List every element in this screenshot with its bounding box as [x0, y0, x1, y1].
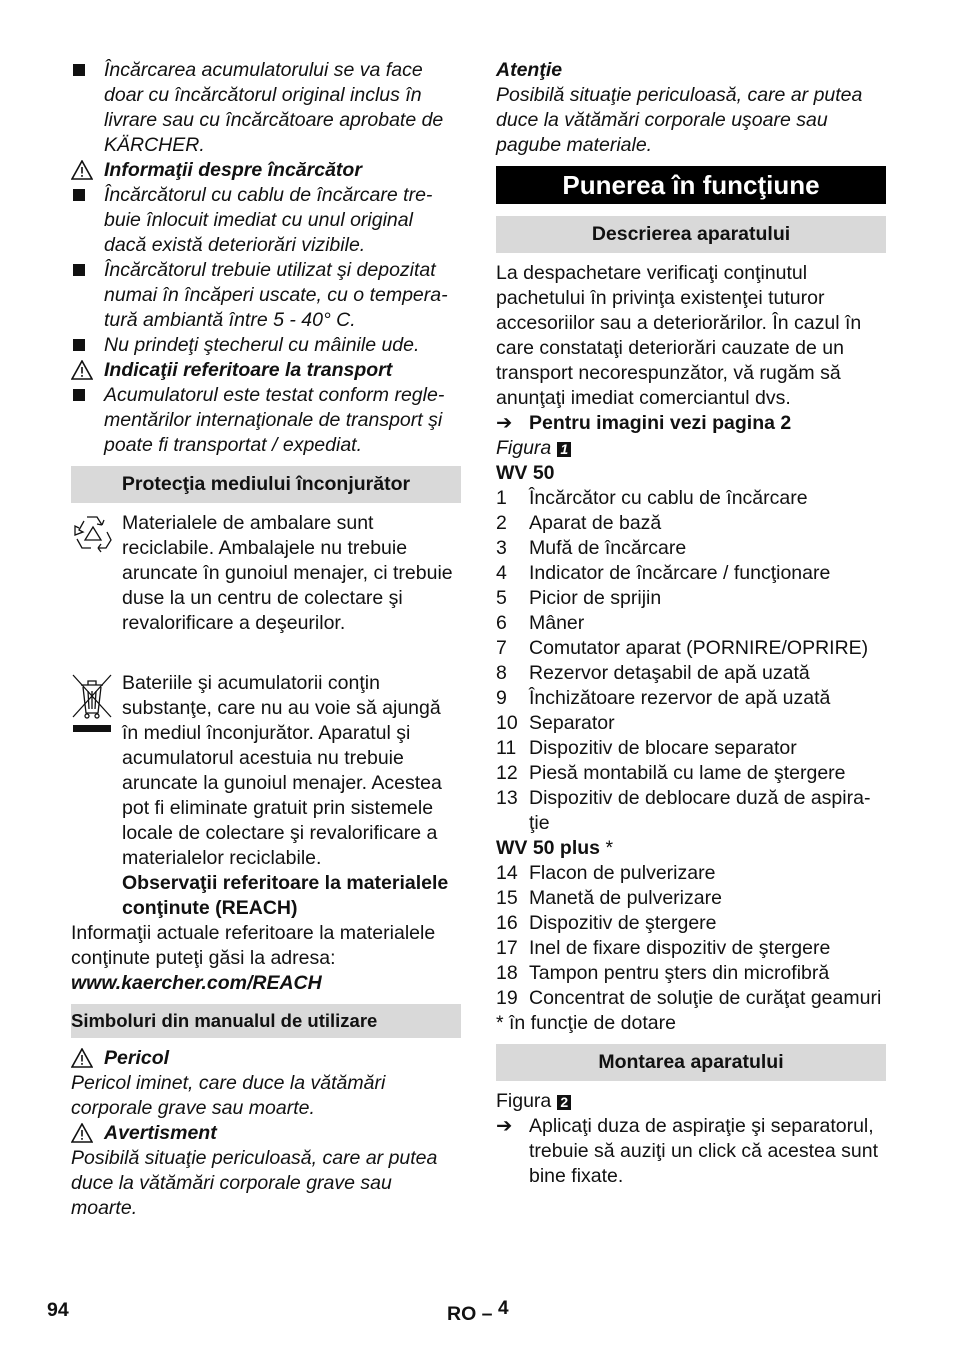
- bullet-square-icon: [73, 389, 85, 401]
- item-label: Concentrat de soluţie de curăţat geamuri: [529, 987, 882, 1009]
- list-item: Nu prindeţi ştecherul cu mâinile ude.: [71, 333, 461, 358]
- list-item: [496, 686, 886, 711]
- item-number: 7: [496, 637, 507, 659]
- bullet-square-icon: [73, 264, 85, 276]
- footnote: * în funcţie de dotare: [496, 1012, 676, 1034]
- item-label: Separator: [529, 712, 615, 734]
- item-label: Indicator de încărcare / funcţionare: [529, 562, 831, 584]
- list-item: [496, 911, 886, 936]
- item-label: Rezervor detaşabil de apă uzată: [529, 662, 810, 684]
- parts-list-wv50plus: [496, 861, 886, 1011]
- left-column: [71, 58, 461, 1221]
- item-number: 1: [496, 487, 507, 509]
- warning-triangle-icon: [71, 360, 93, 380]
- item-label: Flacon de pulverizare: [529, 862, 716, 884]
- model-heading-wv50: WV 50: [496, 462, 555, 484]
- reach-link[interactable]: www.kaercher.com/REACH: [71, 972, 322, 994]
- item-number: 5: [496, 587, 507, 609]
- list-item: [496, 861, 886, 886]
- item-label: Tampon pentru şters din microfibră: [529, 962, 830, 984]
- warning-triangle-icon: [71, 1123, 93, 1143]
- list-item: Încărcarea acumulatorului se va face doar cu încărcătorul original inclus în livrare sau cu încărcătoare aprobate de KÄRCHER.: [71, 58, 461, 158]
- item-label: Inel de fixare dispozitiv de ştergere: [529, 937, 831, 959]
- list-item: [496, 761, 886, 786]
- warning-heading-charger: Informaţii despre încărcător: [71, 158, 461, 183]
- list-item: [496, 936, 886, 961]
- warning-heading-transport: Indicaţii referitoare la transport: [71, 358, 461, 383]
- list-item: Acumulatorul este testat conform regle- mentărilor internaţionale de transport şi poate fi transportat / expediat.: [71, 383, 461, 458]
- item-label: Încărcător cu cablu de încărcare: [529, 487, 808, 509]
- item-number: 11: [496, 737, 517, 759]
- bullet-square-icon: [73, 189, 85, 201]
- item-number: 8: [496, 662, 507, 684]
- danger-text: Pericol iminet, care duce la vătămări corporale grave sau moarte.: [71, 1072, 386, 1119]
- item-label: Mufă de încărcare: [529, 537, 687, 559]
- list-item: [496, 886, 886, 911]
- list-item: [496, 986, 886, 1011]
- list-item: Încărcătorul cu cablu de încărcare tre- buie înlocuit imediat cu unul original dacă există deteriorări vizibile.: [71, 183, 461, 258]
- list-item: [496, 536, 886, 561]
- list-item: [496, 661, 886, 686]
- item-number: 19: [496, 987, 518, 1009]
- list-item: [496, 786, 886, 836]
- bullet-square-icon: [73, 339, 85, 351]
- item-label: Picior de sprijin: [529, 587, 662, 609]
- item-label: Dispozitiv de blocare separator: [529, 737, 797, 759]
- item-number: 10: [496, 712, 518, 734]
- danger-heading: Pericol: [71, 1046, 461, 1071]
- item-number: 4: [496, 562, 507, 584]
- item-number: 18: [496, 962, 518, 984]
- list-item: Încărcătorul trebuie utilizat şi depozitat numai în încăperi uscate, cu o tempera- tură ambiantă între 5 - 40° C.: [71, 258, 461, 333]
- warning-heading: Avertisment: [71, 1121, 461, 1146]
- item-number: 3: [496, 537, 507, 559]
- item-number: 2: [496, 512, 507, 534]
- page-number: 94: [47, 1299, 69, 1321]
- list-item: [496, 486, 886, 511]
- arrow-right-icon: ➔: [496, 412, 513, 434]
- item-label: Închizătoare rezervor de apă uzată: [529, 687, 831, 709]
- item-number: 16: [496, 912, 518, 934]
- description-text: La despachetare verificaţi conţinutul pachetului în privinţa existenţei tuturor accesoriilor sau a deteriorărilor. În cazul în care constataţi deteriorări cauzate de un transport necorespunzător, vă rugăm să anunţaţi imediat comerciantul dvs.: [496, 262, 862, 409]
- figure-reference-1: Figura 1: [496, 436, 886, 461]
- item-number: 14: [496, 862, 518, 884]
- warning-triangle-icon: [71, 1048, 93, 1068]
- item-number: 6: [496, 612, 507, 634]
- item-number: 15: [496, 887, 518, 909]
- section-heading-environment: Protecţia mediului înconjurător: [71, 466, 461, 503]
- item-number: 12: [496, 762, 518, 784]
- chapter-title: Punerea în funcţiune: [496, 166, 886, 204]
- item-label: Manetă de pulverizare: [529, 887, 722, 909]
- see-images-note: ➔ Pentru imagini vezi pagina 2: [496, 412, 792, 434]
- crossed-bin-icon: [71, 673, 113, 735]
- item-number: 9: [496, 687, 507, 709]
- recycle-icon: [71, 513, 113, 553]
- figure-reference-2: Figura 2: [496, 1089, 886, 1114]
- section-heading-mounting: Montarea aparatului: [496, 1044, 886, 1081]
- item-label: Mâner: [529, 612, 585, 634]
- item-label: Dispozitiv de deblocare duză de aspira-ţie: [529, 787, 871, 834]
- list-item: [496, 961, 886, 986]
- item-label: Piesă montabilă cu lame de ştergere: [529, 762, 846, 784]
- reach-text: Informaţii actuale referitoare la materialele conţinute puteţi găsi la adresa:: [71, 922, 436, 969]
- model-heading-wv50plus: WV 50 plus *: [496, 837, 614, 859]
- warning-triangle-icon: [71, 160, 93, 180]
- item-label: Aparat de bază: [529, 512, 662, 534]
- arrow-right-icon: ➔: [496, 1115, 513, 1137]
- list-item: [496, 711, 886, 736]
- env-battery-paragraph: Bateriile şi acumulatorii conţin substanţe, care nu au voie să ajungă în mediul înconjurător. Aparatul şi acumulatorul acestuia nu trebuie aruncate la gunoiul menajer. Acestea pot fi eliminate gratuit prin sistemele locale de colectare şi revalorificare a materialelor reciclabile. Observaţii referitoare la materialele conţinute (REACH): [71, 671, 461, 921]
- list-item: [496, 611, 886, 636]
- bullet-square-icon: [73, 64, 85, 76]
- section-heading-symbols: Simboluri din manualul de utilizare: [71, 1004, 461, 1038]
- item-number: 13: [496, 787, 518, 809]
- item-label: Comutator aparat (PORNIRE/OPRIRE): [529, 637, 869, 659]
- right-column: [496, 58, 886, 1189]
- list-item: [496, 636, 886, 661]
- warning-text: Posibilă situaţie periculoasă, care ar putea duce la vătămări corporale grave sau moarte.: [71, 1147, 438, 1219]
- section-heading-description: Descrierea aparatului: [496, 216, 886, 253]
- parts-list-wv50: [496, 486, 886, 836]
- list-item: [496, 586, 886, 611]
- list-item: [496, 736, 886, 761]
- caution-heading: Atenţie: [496, 59, 563, 81]
- figure-number-badge: 1: [557, 442, 571, 457]
- item-label: Dispozitiv de ştergere: [529, 912, 717, 934]
- list-item: [496, 511, 886, 536]
- list-item: [496, 561, 886, 586]
- item-number: 17: [496, 937, 518, 959]
- page-footer-section: RO – $^4$: [447, 1298, 509, 1325]
- caution-text: Posibilă situaţie periculoasă, care ar putea duce la vătămări corporale uşoare sau pagube materiale.: [496, 84, 863, 156]
- mount-step: ➔ Aplicaţi duza de aspiraţie şi separatorul, trebuie să auziţi un click că acestea sunt bine fixate.: [496, 1115, 879, 1187]
- env-recycle-paragraph: Materialele de ambalare sunt reciclabile. Ambalajele nu trebuie aruncate în gunoiul menajer, ci trebuie duse la un centru de colectare şi revalorificare a deşeurilor.: [71, 511, 461, 636]
- figure-number-badge: 2: [557, 1095, 571, 1110]
